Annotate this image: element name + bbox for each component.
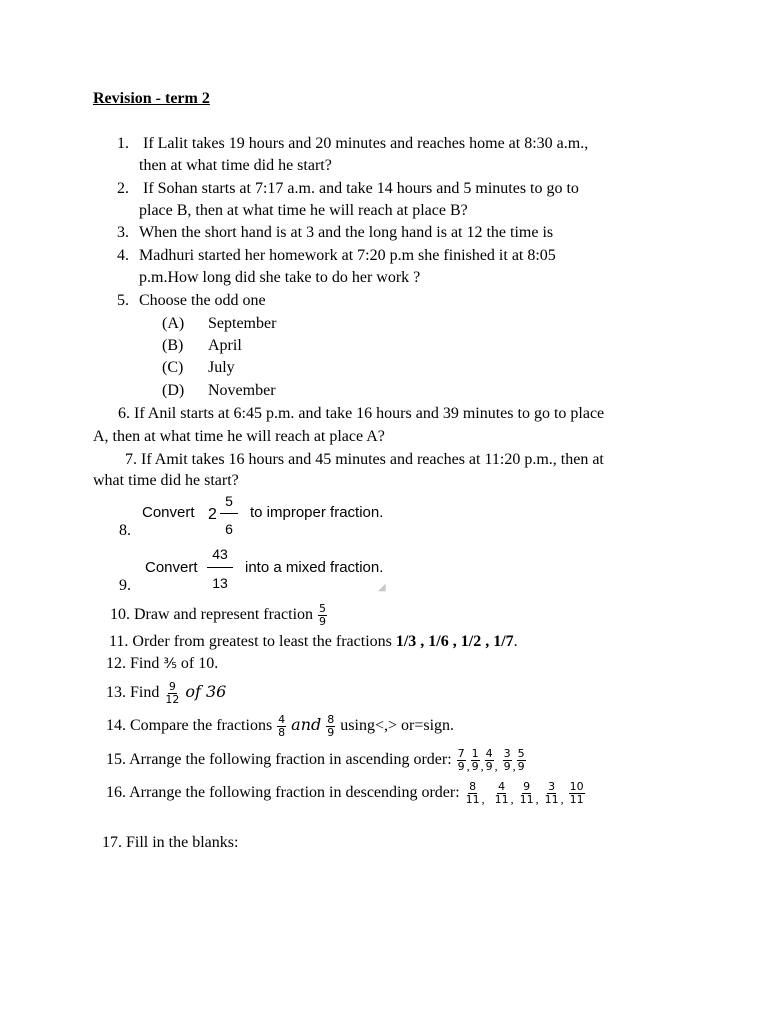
q15-numerator: 5 (517, 747, 525, 760)
q14-fraction-1 (277, 714, 286, 739)
q16-denominator: 11 (465, 793, 480, 806)
q16-separator: , (481, 792, 485, 807)
q16-label: 16. Arrange the following fraction in descending order: (106, 784, 460, 802)
q13-text (106, 681, 226, 706)
page-title: Revision - term 2 (93, 90, 210, 107)
q15-label: 15. Arrange the following fraction in ascending order: (106, 751, 452, 769)
q15-separator: , (466, 759, 470, 774)
q12-post: of 10. (180, 655, 219, 672)
q13-fraction (164, 681, 180, 706)
q16-fraction (544, 781, 560, 806)
q9-numerator: 43 (212, 546, 228, 562)
q7-text-line1: 7. If Amit takes 16 hours and 45 minutes and reaches at 11:20 p.m., then at (125, 451, 604, 468)
q11-end: . (513, 633, 518, 650)
q15-numerator: 7 (457, 747, 465, 760)
q16-separator: , (510, 792, 514, 807)
q16-numerator: 8 (469, 780, 477, 793)
q6-text-line1: 6. If Anil starts at 6:45 p.m. and take 16 hours and 39 minutes to go to place (118, 405, 605, 422)
q16-fraction (494, 781, 510, 806)
q16-fraction (569, 781, 585, 806)
q15-denominator: 9 (517, 760, 525, 773)
q15-numerator: 1 (471, 747, 479, 760)
resize-mark-icon: ◢ (378, 582, 386, 593)
q15-denominator: 9 (457, 760, 465, 773)
q16-fraction (519, 781, 535, 806)
q1-text-line2: then at what time did he start? (139, 157, 332, 174)
q8-denominator: 6 (225, 521, 233, 537)
q4-text-line1: Madhuri started her homework at 7:20 p.m she finished it at 8:05 (139, 247, 556, 264)
q16-text (106, 781, 586, 809)
q14-numerator-1: 4 (278, 713, 286, 726)
q16-numerator: 3 (548, 780, 556, 793)
q5-option-text: July (208, 359, 235, 376)
q16-fraction (465, 781, 481, 806)
q4-text-line2: p.m.How long did she take to do her work ? (139, 269, 421, 286)
q15-separator: , (480, 759, 484, 774)
q16-denominator: 11 (544, 793, 559, 806)
q2-text-line1: If Sohan starts at 7:17 a.m. and take 14 hours and 5 minutes to go to (143, 180, 579, 197)
q7-text-line2: what time did he start? (93, 472, 239, 489)
q5-option-label: (C) (162, 359, 184, 376)
q6-text-line2: A, then at what time he will reach at place A? (93, 428, 385, 445)
q5-option-label: (D) (162, 382, 185, 399)
q13-denominator: 12 (165, 693, 180, 706)
q12-text (106, 654, 218, 674)
q16-denominator: 11 (569, 793, 584, 806)
q10-text (110, 603, 328, 628)
q2-number: 2. (117, 180, 129, 197)
q15-numerator: 4 (485, 747, 493, 760)
q4-number: 4. (117, 247, 129, 264)
q10-denominator: 9 (319, 615, 327, 628)
q9-denominator: 13 (212, 575, 228, 591)
q2-text-line2: place B, then at what time he will reach at place B? (139, 202, 468, 219)
q8-whole-number: 2 (208, 506, 217, 523)
q14-denominator-1: 8 (278, 726, 286, 739)
q8-instruction: to improper fraction. (250, 504, 384, 521)
q5-number: 5. (117, 292, 129, 309)
q13-post: of 36 (185, 682, 227, 702)
q5-text: Choose the odd one (139, 292, 266, 309)
q9-convert-label: Convert (145, 559, 198, 576)
q15-fraction (457, 748, 466, 773)
q5-option-label: (B) (162, 337, 184, 354)
q1-number: 1. (117, 135, 129, 152)
q8-convert-label: Convert (142, 504, 195, 521)
q5-option-text: September (208, 315, 277, 332)
q3-number: 3. (117, 224, 129, 241)
q15-numerator: 3 (503, 747, 511, 760)
q15-fraction (517, 748, 526, 773)
q14-numerator-2: 8 (327, 713, 335, 726)
q8-number: 8. (119, 522, 131, 539)
q10-numerator: 5 (319, 602, 327, 615)
q3-text: When the short hand is at 3 and the long hand is at 12 the time is (139, 224, 554, 241)
q12-label: 12. Find (106, 655, 160, 672)
q15-separator: , (494, 759, 498, 774)
q9-number: 9. (119, 577, 131, 594)
q15-denominator: 9 (471, 760, 479, 773)
q5-option-text: November (208, 382, 276, 399)
q5-option-label: (A) (162, 315, 185, 332)
q16-numerator: 4 (498, 780, 506, 793)
q11-fractions: 1/3 , 1/6 , 1/2 , 1/7 (395, 633, 514, 650)
q15-fraction (485, 748, 494, 773)
q14-and: and (291, 715, 322, 735)
q8-numerator: 5 (225, 493, 233, 509)
q13-numerator: 9 (168, 680, 176, 693)
q10-label: 10. Draw and represent fraction (110, 606, 314, 624)
q10-fraction (318, 603, 327, 628)
q1-text-line1: If Lalit takes 19 hours and 20 minutes and reaches home at 8:30 a.m., (143, 135, 589, 152)
q17-text: 17. Fill in the blanks: (102, 834, 239, 851)
q9-instruction: into a mixed fraction. (245, 559, 384, 576)
q15-separator: , (512, 759, 516, 774)
q13-label: 13. Find (106, 684, 160, 702)
q15-denominator: 9 (503, 760, 511, 773)
q16-separator: , (560, 792, 564, 807)
q11-text (109, 632, 518, 651)
q16-separator: , (535, 792, 539, 807)
q15-text (106, 748, 527, 776)
q14-label: 14. Compare the fractions (106, 717, 273, 735)
q14-post: using<,> or=sign. (340, 717, 455, 735)
q16-numerator: 10 (569, 780, 584, 793)
q12-fraction: ⅗ (163, 656, 177, 672)
q15-fraction (471, 748, 480, 773)
q16-denominator: 11 (494, 793, 509, 806)
q9-fraction-bar (207, 567, 233, 568)
q14-denominator-2: 9 (327, 726, 335, 739)
q5-option-text: April (208, 337, 242, 354)
q16-numerator: 9 (523, 780, 531, 793)
q14-fraction-2 (326, 714, 335, 739)
q8-fraction-bar (220, 513, 238, 514)
q16-denominator: 11 (519, 793, 534, 806)
q14-text (106, 714, 454, 739)
q15-fraction (503, 748, 512, 773)
q15-denominator: 9 (485, 760, 493, 773)
q11-label: 11. Order from greatest to least the fractions (109, 633, 392, 650)
